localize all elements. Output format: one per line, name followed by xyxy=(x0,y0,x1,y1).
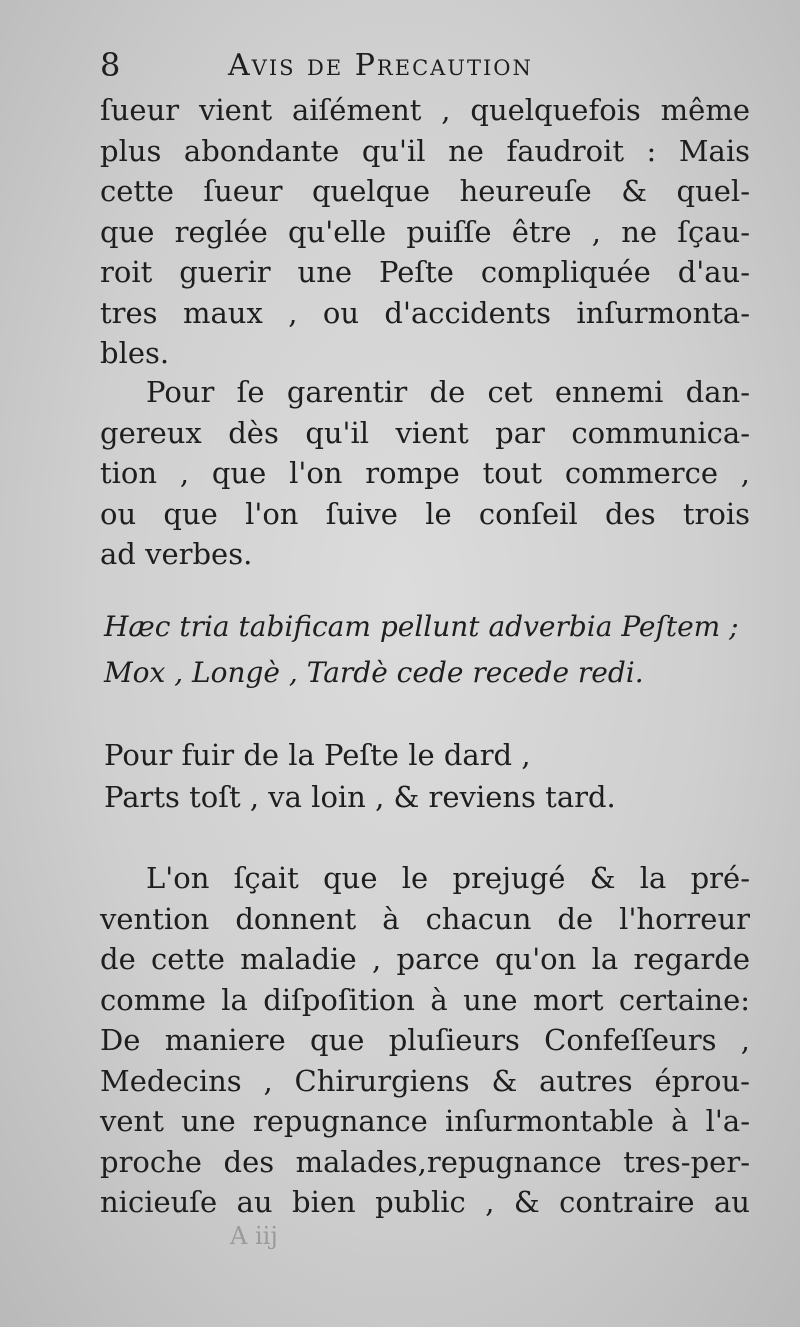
paragraph-2 xyxy=(100,372,750,575)
page-number: 8 xyxy=(100,46,122,84)
text-line: vent une repugnance inſurmontable à l'a- xyxy=(100,1104,750,1138)
text-line: Medecins , Chirurgiens & autres éprou- xyxy=(100,1063,750,1098)
text-line: ad verbes. xyxy=(100,537,253,571)
paragraph-1 xyxy=(100,90,750,374)
text-line: De maniere que pluſieurs Confeſſeurs , xyxy=(100,1023,750,1057)
text-line: proche des malades,repugnance tres-per- xyxy=(100,1144,750,1179)
text-line: gereux dès qu'il vient par communica- xyxy=(100,415,750,450)
text-line: roit guerir une Peſte compliquée d'au- xyxy=(100,255,750,289)
signature-mark: A iij xyxy=(230,1222,278,1250)
text-line: ſueur vient aiſément , quelquefois même xyxy=(100,93,750,127)
text-line: tres maux , ou d'accidents inſurmonta- xyxy=(100,295,750,330)
text-line: de cette maladie , parce qu'on la regarde xyxy=(100,942,750,976)
text-line: que reglée qu'elle puiſſe être , ne ſçau- xyxy=(100,214,750,249)
text-line: cette ſueur quelque heureuſe & quel- xyxy=(100,174,750,208)
text-line: Pour ſe garentir de cet ennemi dan- xyxy=(146,375,750,409)
text-line: ou que l'on ſuive le conſeil des trois xyxy=(100,496,750,531)
text-line: comme la diſpoſition à une mort certaine: xyxy=(100,982,750,1017)
latin-verse xyxy=(104,604,744,696)
paragraph-3 xyxy=(100,858,750,1223)
french-verse xyxy=(104,734,744,818)
verse-line: Parts toſt , va loin , & reviens tard. xyxy=(104,780,616,814)
running-title: Avis de Precaution xyxy=(228,48,533,83)
verse-line: Pour fuir de la Peſte le dard , xyxy=(104,738,531,772)
text-line: bles. xyxy=(100,336,170,370)
verse-line: Hæc tria tabificam pellunt adverbia Peſtem ; xyxy=(104,610,739,643)
text-line: vention donnent à chacun de l'horreur xyxy=(100,901,750,936)
verse-line: Mox , Longè , Tardè cede recede redi. xyxy=(104,656,644,689)
text-line: tion , que l'on rompe tout commerce , xyxy=(100,456,750,490)
text-line: plus abondante qu'il ne faudroit : Mais xyxy=(100,133,750,168)
text-line: L'on ſçait que le prejugé & la pré- xyxy=(146,861,750,895)
text-line: nicieuſe au bien public , & contraire au xyxy=(100,1185,750,1219)
page-header xyxy=(100,46,740,90)
